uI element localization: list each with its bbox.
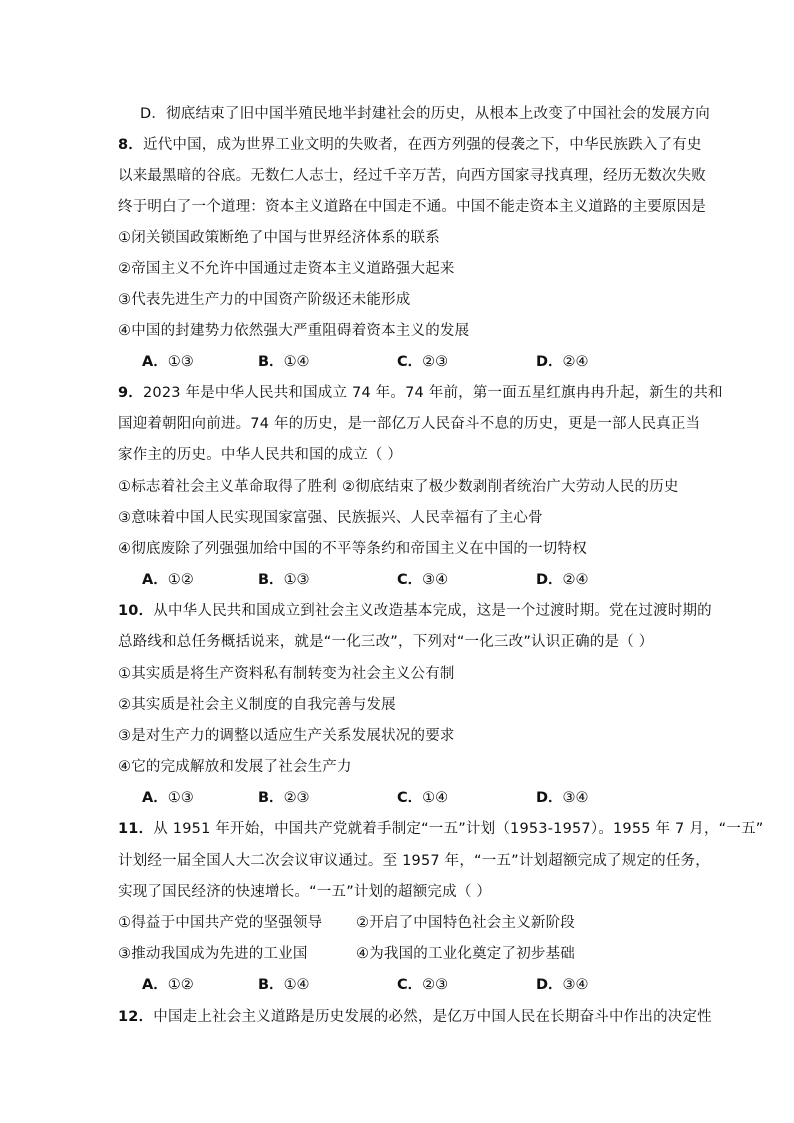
q8-option-b[interactable]: B．①④	[258, 354, 310, 370]
q8-statement-4: ④中国的封建势力依然强大严重阻碍着资本主义的发展	[118, 323, 470, 339]
q11-option-b[interactable]: B．①④	[258, 977, 310, 993]
q9-number: 9．	[118, 385, 143, 401]
q11-stem-text-1: 从 1951 年开始，中国共产党就着手制定“一五”计划（1953-1957）。1955 年 7 月，“一五”	[153, 821, 764, 837]
q10-stem-text-1: 从中华人民共和国成立到社会主义改造基本完成，这是一个过渡时期。党在过渡时期的	[153, 603, 712, 619]
q10-statement-4: ④它的完成解放和发展了社会生产力	[118, 759, 352, 775]
q10-options	[142, 788, 662, 808]
q11-stem-line-2: 计划经一届全国人大二次会议审议通过。至 1957 年，“一五”计划超额完成了规定的任务，	[118, 853, 710, 869]
q11-statement-3: ③推动我国成为先进的工业国	[118, 946, 308, 962]
q11-option-d[interactable]: D．③④	[536, 977, 589, 993]
q10-option-b[interactable]: B．②③	[258, 790, 310, 806]
q9-statement-3: ③意味着中国人民实现国家富强、民族振兴、人民幸福有了主心骨	[118, 510, 543, 526]
q9-option-a[interactable]: A．①②	[142, 572, 194, 588]
q10-stem-line-1	[118, 601, 712, 621]
q11-statement-4: ④为我国的工业化奠定了初步基础	[356, 946, 575, 962]
q10-number: 10．	[118, 603, 154, 619]
q11-statement-2: ②开启了中国特色社会主义新阶段	[356, 915, 575, 931]
q9-statement-2: ②彻底结束了极少数剥削者统治广大劳动人民的历史	[342, 479, 679, 495]
q9-stem-line-3: 家作主的历史。中华人民共和国的成立（ ）	[118, 447, 403, 463]
q8-statement-3: ③代表先进生产力的中国资产阶级还未能形成	[118, 292, 411, 308]
q9-option-b[interactable]: B．①③	[258, 572, 310, 588]
q8-stem-line-2: 以来最黑暗的谷底。无数仁人志士，经过千辛万苦，向西方国家寻找真理，经历无数次失败	[118, 168, 706, 184]
q8-statement-2: ②帝国主义不允许中国通过走资本主义道路强大起来	[118, 261, 455, 277]
q8-option-c[interactable]: C．②③	[397, 354, 449, 370]
q9-option-d[interactable]: D．②④	[536, 572, 589, 588]
q11-options	[142, 975, 662, 995]
q9-statement-1: ①标志着社会主义革命取得了胜利	[118, 479, 337, 495]
q8-option-a[interactable]: A．①③	[142, 354, 194, 370]
q12-stem-line-1	[118, 1007, 712, 1027]
q10-statement-2: ②其实质是社会主义制度的自我完善与发展	[118, 697, 396, 713]
q11-statements-row-2	[118, 944, 678, 964]
q10-option-a[interactable]: A．①③	[142, 790, 194, 806]
q12-stem-text-1: 中国走上社会主义道路是历史发展的必然，是亿万中国人民在长期奋斗中作出的决定性	[153, 1009, 712, 1025]
q9-option-c[interactable]: C．③④	[397, 572, 449, 588]
q8-statement-1: ①闭关锁国政策断绝了中国与世界经济体系的联系	[118, 230, 440, 246]
q11-stem-line-3: 实现了国民经济的快速增长。“一五”计划的超额完成（ ）	[118, 884, 492, 900]
q8-stem-line-3: 终于明白了一个道理：资本主义道路在中国走不通。中国不能走资本主义道路的主要原因是	[118, 199, 706, 215]
q10-stem-line-2: 总路线和总任务概括说来，就是“一化三改”，下列对“一化三改”认识正确的是（ ）	[118, 634, 654, 650]
q8-number: 8．	[118, 137, 143, 153]
q11-stem-line-1	[118, 819, 764, 839]
q10-option-d[interactable]: D．③④	[536, 790, 589, 806]
q8-option-d[interactable]: D．②④	[536, 354, 589, 370]
q11-number: 11．	[118, 821, 154, 837]
q9-stem-text-1: 2023 年是中华人民共和国成立 74 年。74 年前，第一面五星红旗冉冉升起，新生的共和	[143, 385, 723, 401]
q11-option-c[interactable]: C．②③	[397, 977, 449, 993]
q9-statement-4: ④彻底废除了列强强加给中国的不平等条约和帝国主义在中国的一切特权	[118, 541, 587, 557]
q8-options	[142, 352, 662, 372]
q11-option-a[interactable]: A．①②	[142, 977, 194, 993]
q10-statement-3: ③是对生产力的调整以适应生产关系发展状况的要求	[118, 728, 455, 744]
q10-statement-1: ①其实质是将生产资料私有制转变为社会主义公有制	[118, 666, 455, 682]
q10-option-c[interactable]: C．①④	[397, 790, 449, 806]
q7-option-d-text: D．彻底结束了旧中国半殖民地半封建社会的历史，从根本上改变了中国社会的发展方向	[140, 106, 710, 122]
q11-statements-row-1	[118, 913, 678, 933]
q7-option-d	[140, 104, 710, 124]
q8-stem-line-1	[118, 135, 702, 155]
q12-number: 12．	[118, 1009, 154, 1025]
q8-stem-text-1: 近代中国，成为世界工业文明的失败者，在西方列强的侵袭之下，中华民族跌入了有史	[143, 137, 702, 153]
q9-statements-row-1	[118, 477, 678, 497]
q9-stem-line-1	[118, 383, 723, 403]
q9-stem-line-2: 国迎着朝阳向前进。74 年的历史，是一部亿万人民奋斗不息的历史，更是一部人民真正当	[118, 416, 701, 432]
q11-statement-1: ①得益于中国共产党的坚强领导	[118, 915, 323, 931]
q9-options	[142, 570, 662, 590]
